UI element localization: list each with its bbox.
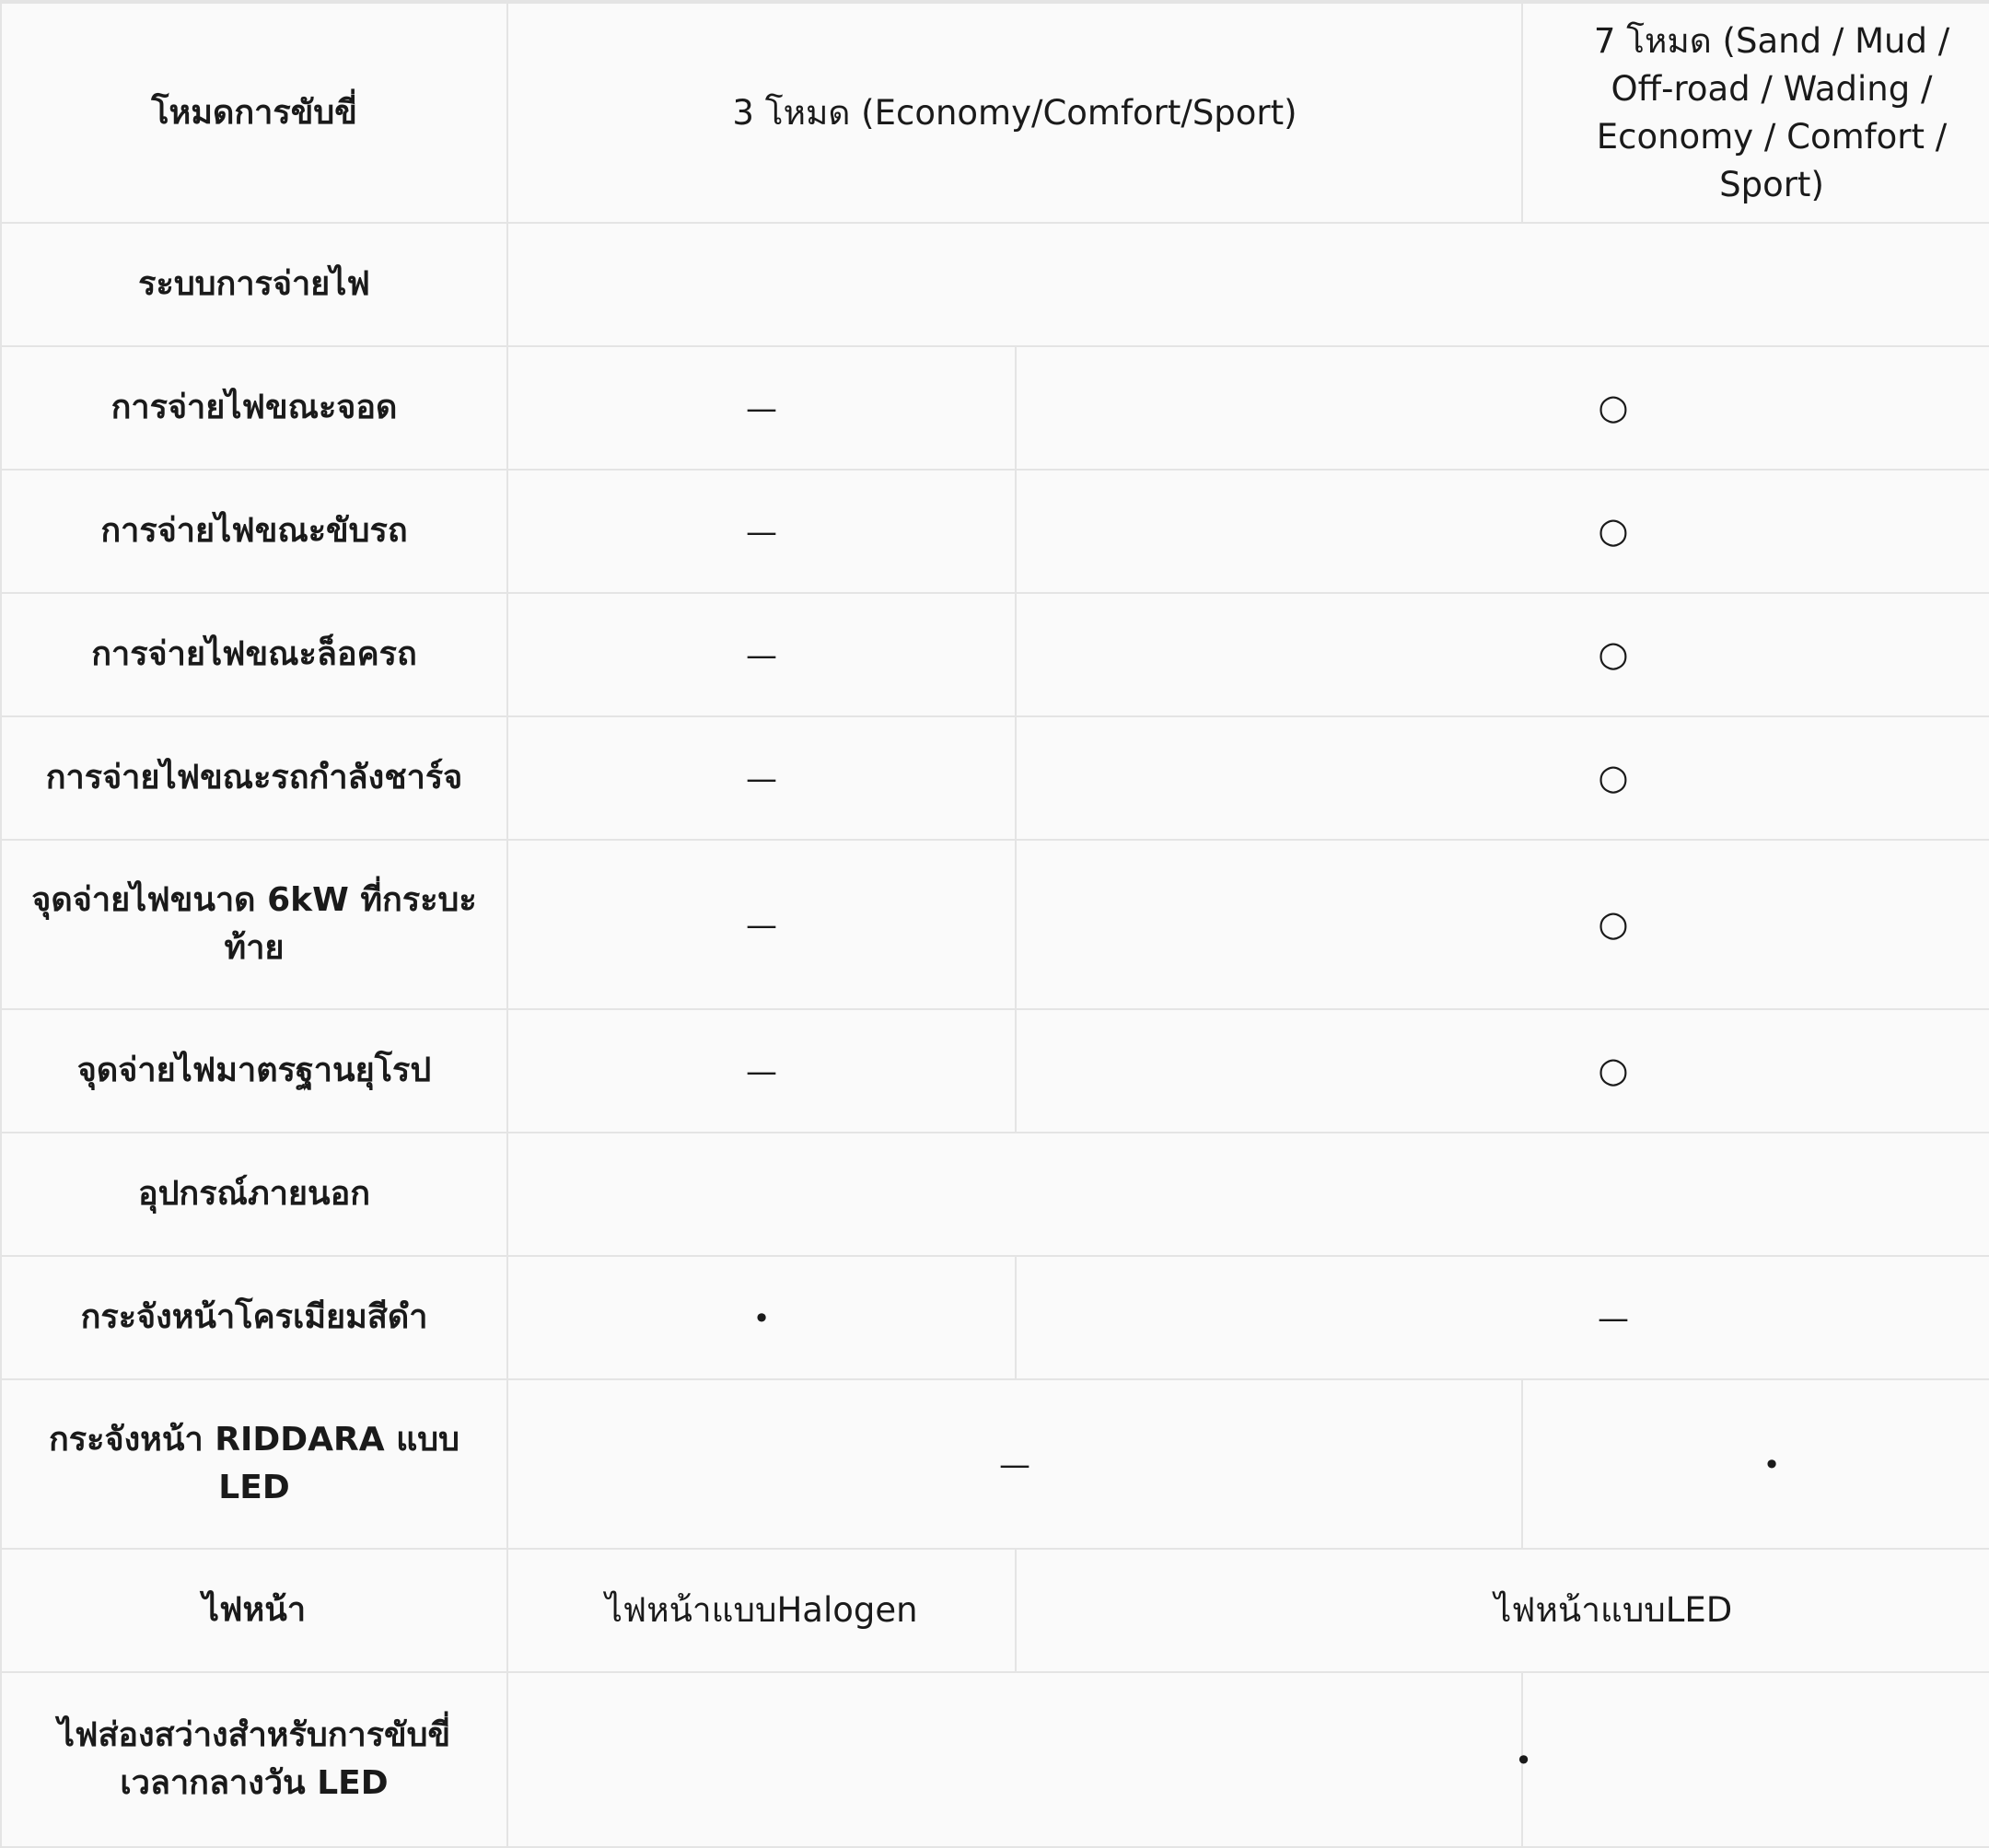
dash-icon: — xyxy=(746,1053,777,1090)
row-supply-parked xyxy=(1,346,1989,470)
headlamp-halogen: ไฟหน้าแบบHalogen xyxy=(507,1549,1016,1672)
section-value xyxy=(507,223,1989,346)
value-cell xyxy=(507,1672,1532,1847)
dash-icon: — xyxy=(746,514,777,551)
value-cell xyxy=(507,1379,1522,1549)
dot-icon: • xyxy=(1762,1447,1781,1482)
row-supply-driving xyxy=(1,470,1989,593)
dash-icon: — xyxy=(746,637,777,674)
row-headlamp xyxy=(1,1549,1989,1672)
value-cell xyxy=(1016,1009,1989,1133)
row-power-supply-section xyxy=(1,223,1989,346)
row-label: ไฟหน้า xyxy=(1,1549,507,1672)
dash-icon: — xyxy=(1598,1300,1629,1337)
row-label: กระจังหน้าโครเมียมสีดำ xyxy=(1,1256,507,1379)
value-cell xyxy=(1016,593,1989,716)
value-cell xyxy=(1016,716,1989,840)
row-label: ไฟส่องสว่างสำหรับการขับขี่เวลากลางวัน LED xyxy=(1,1672,507,1847)
row-drl xyxy=(1,1672,1989,1847)
row-label: การจ่ายไฟขณะล็อครถ xyxy=(1,593,507,716)
row-grille-led xyxy=(1,1379,1989,1549)
row-supply-6kw xyxy=(1,840,1989,1009)
circle-icon: ○ xyxy=(1598,633,1629,674)
circle-icon: ○ xyxy=(1598,387,1629,427)
value-cell xyxy=(507,470,1016,593)
value-cell xyxy=(1016,346,1989,470)
circle-icon: ○ xyxy=(1598,757,1629,797)
row-drive-mode xyxy=(1,2,1989,223)
circle-icon: ○ xyxy=(1598,510,1629,551)
dot-icon: • xyxy=(752,1301,771,1336)
value-cell xyxy=(1016,840,1989,1009)
value-cell xyxy=(1016,1256,1989,1379)
headlamp-led: ไฟหน้าแบบLED xyxy=(1016,1549,1989,1672)
row-label: จุดจ่ายไฟขนาด 6kW ที่กระบะท้าย xyxy=(1,840,507,1009)
dot-icon: • xyxy=(1515,1743,1532,1778)
dash-icon: — xyxy=(746,390,777,427)
section-label: อุปกรณ์ภายนอก xyxy=(1,1133,507,1256)
value-cell xyxy=(1522,1379,1989,1549)
value-cell-empty xyxy=(1522,1672,1989,1847)
drive-mode-7-modes: 7 โหมด (Sand / Mud / Off-road / Wading / Economy / Comfort / Sport) xyxy=(1593,20,1950,204)
row-label: การจ่ายไฟขณะขับรถ xyxy=(1,470,507,593)
value-cell xyxy=(507,1009,1016,1133)
value-cell xyxy=(507,593,1016,716)
row-supply-locked xyxy=(1,593,1989,716)
drive-mode-7-modes-cell xyxy=(1522,2,1989,223)
dash-icon: — xyxy=(999,1447,1030,1483)
row-grille-chrome xyxy=(1,1256,1989,1379)
row-supply-euro xyxy=(1,1009,1989,1133)
value-cell xyxy=(507,716,1016,840)
value-cell xyxy=(507,346,1016,470)
drive-mode-3-modes: 3 โหมด (Economy/Comfort/Sport) xyxy=(507,2,1522,223)
value-cell xyxy=(1016,470,1989,593)
value-cell xyxy=(507,1256,1016,1379)
section-label: ระบบการจ่ายไฟ xyxy=(1,223,507,346)
circle-icon: ○ xyxy=(1598,903,1629,944)
row-label: กระจังหน้า RIDDARA แบบ LED xyxy=(1,1379,507,1549)
row-label: จุดจ่ายไฟมาตรฐานยุโรป xyxy=(1,1009,507,1133)
row-label: โหมดการขับขี่ xyxy=(1,2,507,223)
section-value xyxy=(507,1133,1989,1256)
row-supply-charging xyxy=(1,716,1989,840)
row-label: การจ่ายไฟขณะรถกำลังชาร์จ xyxy=(1,716,507,840)
value-cell xyxy=(507,840,1016,1009)
circle-icon: ○ xyxy=(1598,1050,1629,1090)
dash-icon: — xyxy=(746,907,777,944)
row-label: การจ่ายไฟขณะจอด xyxy=(1,346,507,470)
dash-icon: — xyxy=(746,761,777,797)
row-exterior-section xyxy=(1,1133,1989,1256)
